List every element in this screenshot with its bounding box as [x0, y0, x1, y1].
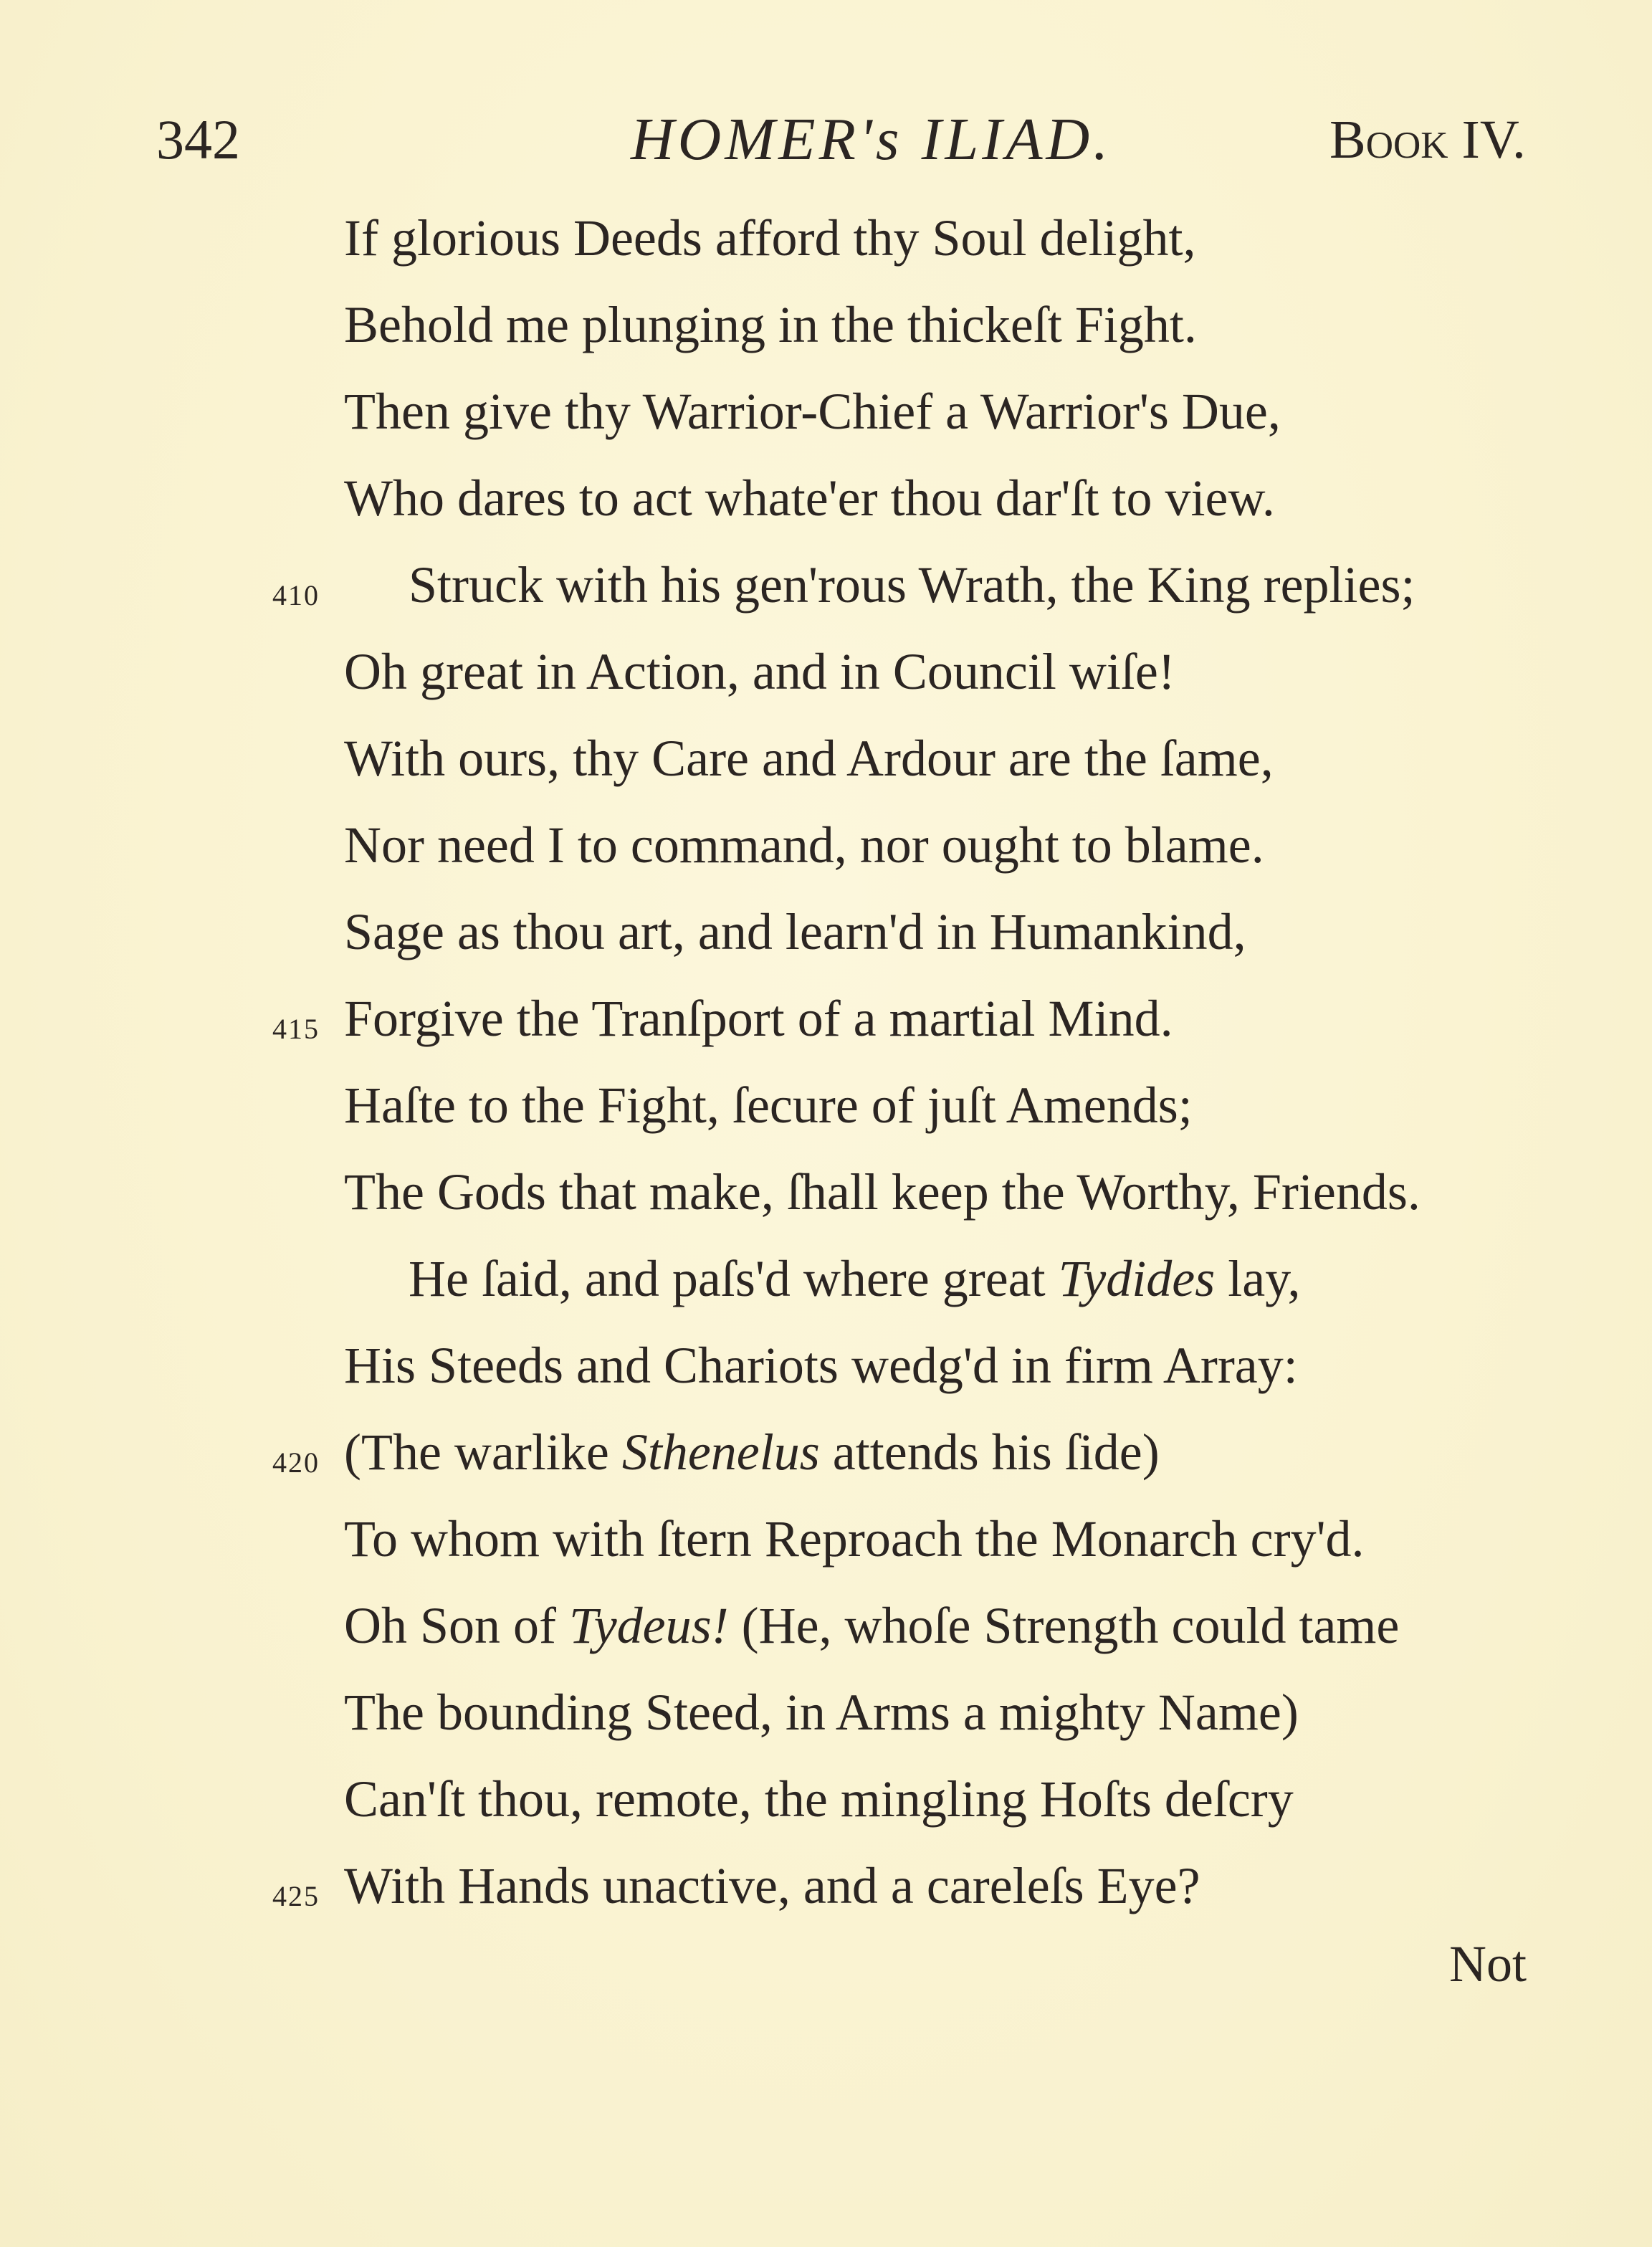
line-text	[344, 1590, 1399, 1661]
verse-line	[0, 549, 1652, 636]
line-number: 415	[272, 1013, 320, 1045]
line-text: Sage as thou art, and learn'd in Humankind,	[344, 903, 1246, 960]
line-text	[344, 1416, 1160, 1488]
verse-line	[0, 1503, 1652, 1590]
line-text: Who dares to act whate'er thou dar'ſt to view.	[344, 469, 1275, 527]
line-text: The Gods that make, ſhall keep the Worthy, Friends.	[344, 1163, 1421, 1221]
line-text: Forgive the Tranſport of a martial Mind.	[344, 990, 1173, 1047]
book-label: Book IV.	[1329, 110, 1526, 170]
line-text: With Hands unactive, and a careleſs Eye?	[344, 1857, 1200, 1914]
italic-name: Sthenelus	[621, 1423, 820, 1481]
line-text: Oh great in Action, and in Council wiſe!	[344, 643, 1175, 700]
line-text: Can'ſt thou, remote, the mingling Hoſts deſcry	[344, 1770, 1294, 1828]
line-text-pre: Oh Son of	[344, 1597, 570, 1654]
line-text: His Steeds and Chariots wedg'd in firm Array:	[344, 1337, 1298, 1394]
line-text: To whom with ſtern Reproach the Monarch cry'd.	[344, 1510, 1365, 1568]
italic-name: Tydeus!	[569, 1597, 729, 1654]
verse-line	[0, 202, 1652, 289]
verse-line	[0, 289, 1652, 376]
line-number: 410	[272, 579, 320, 611]
verse-line	[0, 1676, 1652, 1763]
line-text-post: lay,	[1215, 1250, 1301, 1307]
line-text: Haſte to the Fight, ſecure of juſt Amends;	[344, 1077, 1193, 1134]
verse-line	[0, 1330, 1652, 1416]
page-header	[0, 100, 1652, 179]
verse-line	[0, 1156, 1652, 1243]
verse-line	[0, 462, 1652, 549]
verse-line	[0, 636, 1652, 722]
line-text: Struck with his gen'rous Wrath, the King replies;	[409, 556, 1415, 614]
verse-line	[0, 1850, 1652, 1937]
page-number: 342	[156, 108, 240, 171]
line-text-pre: (The warlike	[344, 1423, 622, 1481]
verse-line	[0, 1763, 1652, 1850]
line-text: Nor need I to command, nor ought to blame.	[344, 816, 1264, 874]
line-text-post: attends his ſide)	[819, 1423, 1160, 1481]
line-number: 420	[272, 1446, 320, 1479]
verse-line	[0, 809, 1652, 896]
line-text: With ours, thy Care and Ardour are the ſame,	[344, 730, 1274, 787]
verse-line	[0, 722, 1652, 809]
catchword: Not	[1449, 1935, 1527, 1993]
italic-name: Tydides	[1058, 1250, 1216, 1307]
verse-block	[0, 202, 1652, 1937]
verse-line	[0, 1069, 1652, 1156]
verse-line	[0, 376, 1652, 462]
verse-line	[0, 1590, 1652, 1676]
line-text: Then give thy Warrior-Chief a Warrior's Due,	[344, 383, 1281, 440]
line-text-pre: He ſaid, and paſs'd where great	[409, 1250, 1059, 1307]
verse-line	[0, 983, 1652, 1069]
line-text	[409, 1243, 1301, 1315]
verse-line	[0, 896, 1652, 983]
running-title: HOMER's ILIAD.	[631, 106, 1112, 173]
line-text-post: (He, whoſe Strength could tame	[728, 1597, 1400, 1654]
verse-line	[0, 1243, 1652, 1330]
line-text: Behold me plunging in the thickeſt Fight.	[344, 296, 1197, 353]
line-text: The bounding Steed, in Arms a mighty Name)	[344, 1684, 1299, 1741]
verse-line	[0, 1416, 1652, 1503]
line-text: If glorious Deeds afford thy Soul delight,	[344, 209, 1196, 267]
line-number: 425	[272, 1880, 320, 1912]
